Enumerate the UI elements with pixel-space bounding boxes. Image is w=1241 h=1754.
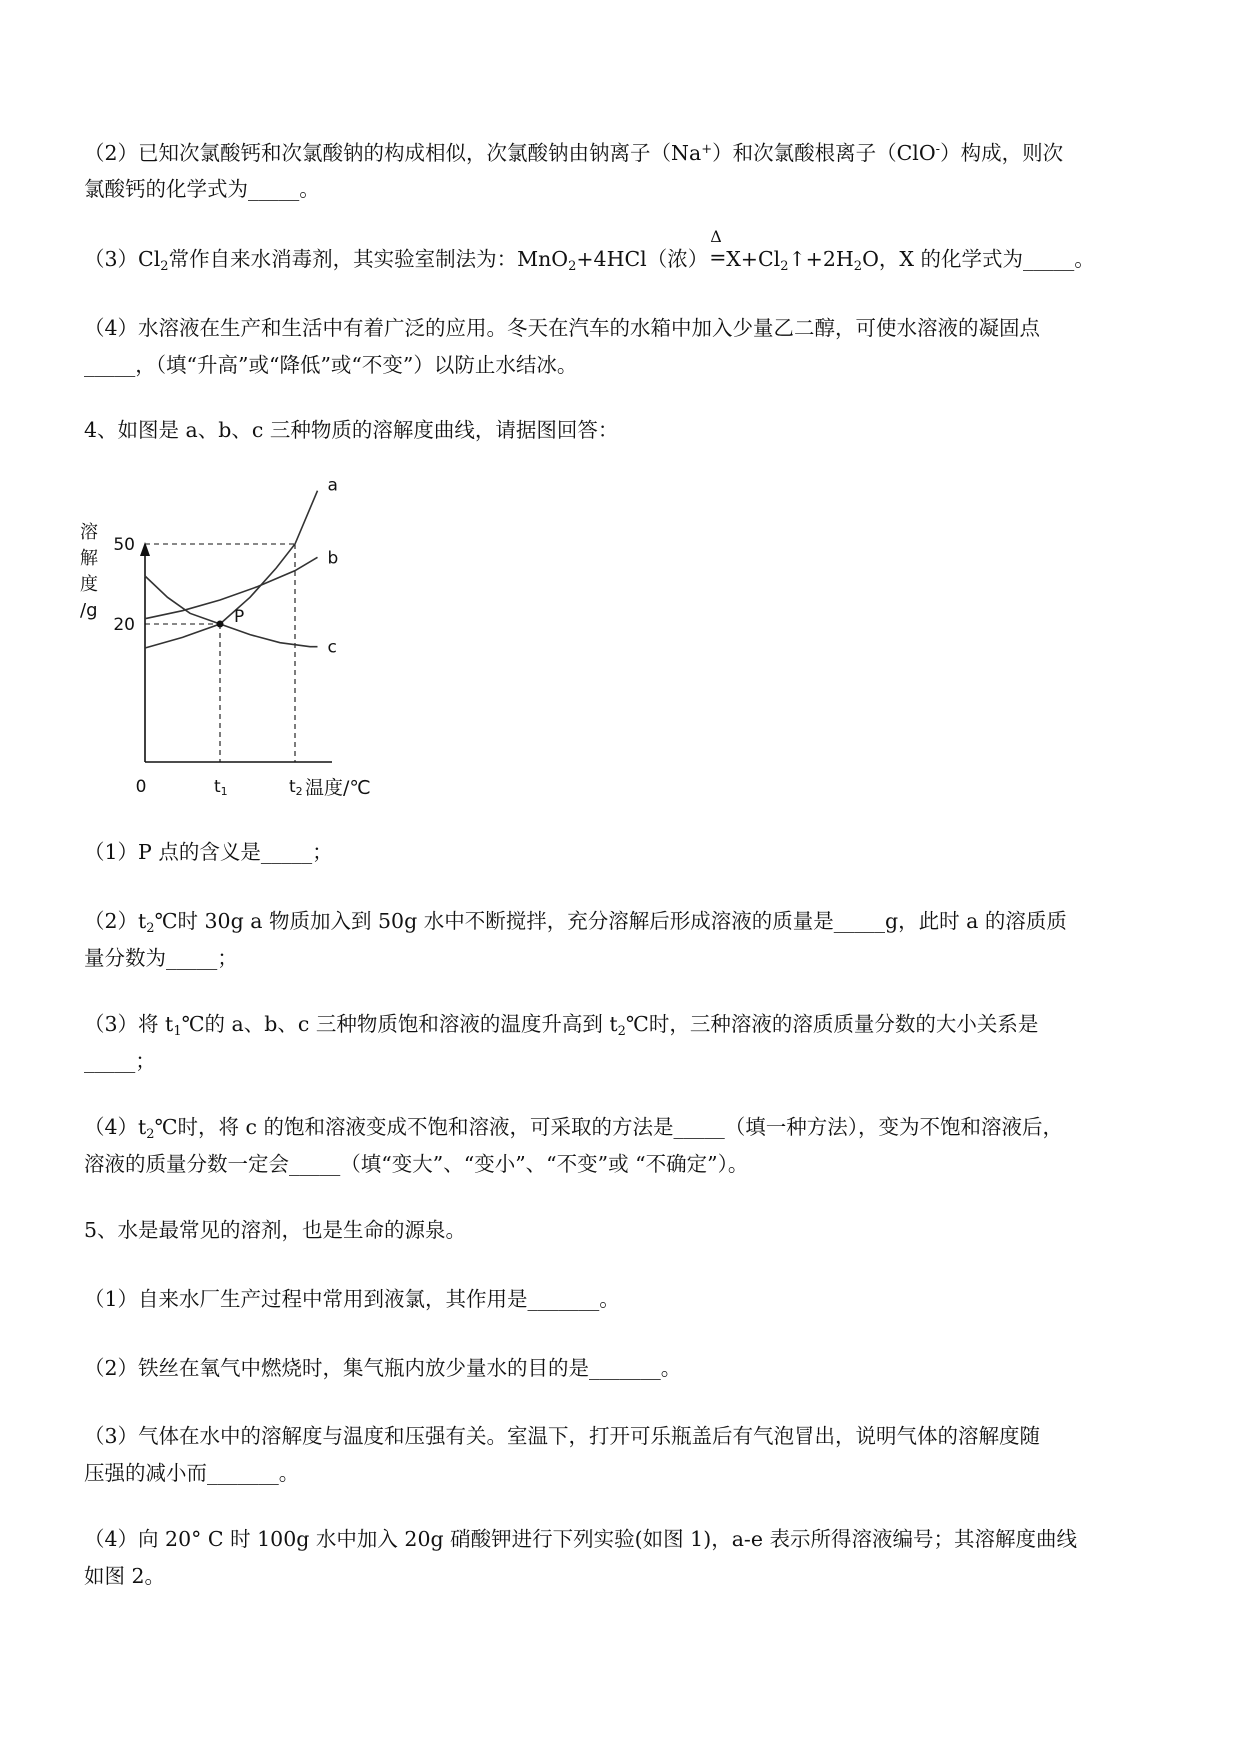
x-axis-title: 温度/℃ — [305, 777, 371, 799]
solubility-chart — [70, 475, 390, 800]
q4-p4-line2: 溶液的质量分数一定会_____（填“变大”、“变小”、“不变”或 “不确定”）。 — [84, 1152, 749, 1176]
q3-p2-line2: 氯酸钙的化学式为_____。 — [84, 177, 320, 201]
y-tick-50: 50 — [113, 535, 135, 555]
q4-p2-line1: $(2)t_2℃$时 30g a 物质加入到 50g 水中不断搅拌，充分溶解后形成溶液的质量是_____g，此时 a 的溶质质 — [84, 909, 1067, 936]
y-axis-title-3: /g — [80, 600, 98, 621]
clo-charge: - — [935, 142, 941, 157]
chart-curves — [145, 491, 318, 648]
chart-guides — [145, 544, 295, 762]
curve-a — [145, 491, 318, 648]
q5-p3-line1: （3）气体在水中的溶解度与温度和压强有关。室温下，打开可乐瓶盖后有气泡冒出，说明气体的溶解度随 — [84, 1424, 1041, 1448]
q5-title: 5、水是最常见的溶剂，也是生命的源泉。 — [84, 1218, 467, 1242]
point-p-label: P — [234, 607, 245, 627]
curve-label-b: b — [327, 548, 339, 569]
q3-p4-line1: （4）水溶液在生产和生活中有着广泛的应用。冬天在汽车的水箱中加入少量乙二醇，可使水溶液的凝固点 — [84, 316, 1041, 340]
q4-p3-line1: （3）将 $t_1℃$的 a、b、c 三种物质饱和溶液的温度升高到 $t_2℃$时，三种溶液的溶质质量分数的大小关系是 — [84, 1012, 1039, 1039]
curve-b — [145, 557, 318, 618]
heating-condition: Δ = — [709, 227, 727, 269]
q5-p3-line2: 压强的减小而_______。 — [84, 1461, 300, 1485]
x-tick-origin: 0 — [135, 777, 147, 797]
y-axis-title-0: 溶 — [80, 522, 98, 543]
chart-labels — [80, 476, 371, 799]
curve-label-c: c — [327, 637, 337, 658]
q4-p4-line1: $(4)t_2℃$时，将 c 的饱和溶液变成不饱和溶液，可采取的方法是_____（填一种方法），变为不饱和溶液后， — [84, 1115, 1064, 1142]
q4-title: 4、如图是 a、b、c 三种物质的溶解度曲线，请据图回答： — [84, 418, 619, 442]
q3-p2-line1: （2）已知次氯酸钙和次氯酸钠的构成相似，次氯酸钠由钠离子（Na+）和次氯酸根离子（ClO-）构成，则次 — [84, 141, 1064, 165]
q5-p2: （2）铁丝在氧气中燃烧时，集气瓶内放少量水的目的是_______。 — [84, 1356, 682, 1380]
q5-p4-line1: （4）向 20° C 时 100g 水中加入 20g 硝酸钾进行下列实验(如图 1)，a-e 表示所得溶液编号；其溶解度曲线 — [84, 1527, 1077, 1551]
q4-p1: （1）P 点的含义是_____； — [84, 840, 333, 864]
point-p — [217, 621, 224, 628]
q4-p3-line2: _____； — [84, 1049, 156, 1073]
chart-axes — [140, 542, 332, 762]
q3-p3: $(3)Cl_2$常作自来水消毒剂，其实验室制法为：MnO$_2$+4HCl（浓） Δ = $X+Cl_2↑+2H_2O$，X 的化学式为_____。 — [84, 227, 1095, 274]
x-tick-t1: t1 — [214, 777, 228, 798]
y-tick-20: 20 — [113, 615, 135, 635]
q4-p2-line2: 量分数为_____； — [84, 946, 238, 970]
chem-equation: MnO$_2$+4HCl（浓） Δ = $X+Cl_2↑+2H_2O$，X 的化学式为_____。 — [517, 227, 1095, 274]
x-tick-t2: t2 — [289, 777, 303, 798]
y-axis-title-1: 解 — [80, 548, 98, 569]
curve-c — [145, 576, 318, 647]
q5-p4-line2: 如图 2。 — [84, 1564, 166, 1588]
q5-p1: （1）自来水厂生产过程中常用到液氯，其作用是_______。 — [84, 1287, 620, 1311]
curve-label-a: a — [327, 475, 338, 496]
na-charge: + — [701, 142, 713, 157]
y-axis-title-2: 度 — [80, 574, 98, 595]
q3-p4-line2: _____，（填“升高”或“降低”或“不变”）以防止水结冰。 — [84, 353, 578, 377]
